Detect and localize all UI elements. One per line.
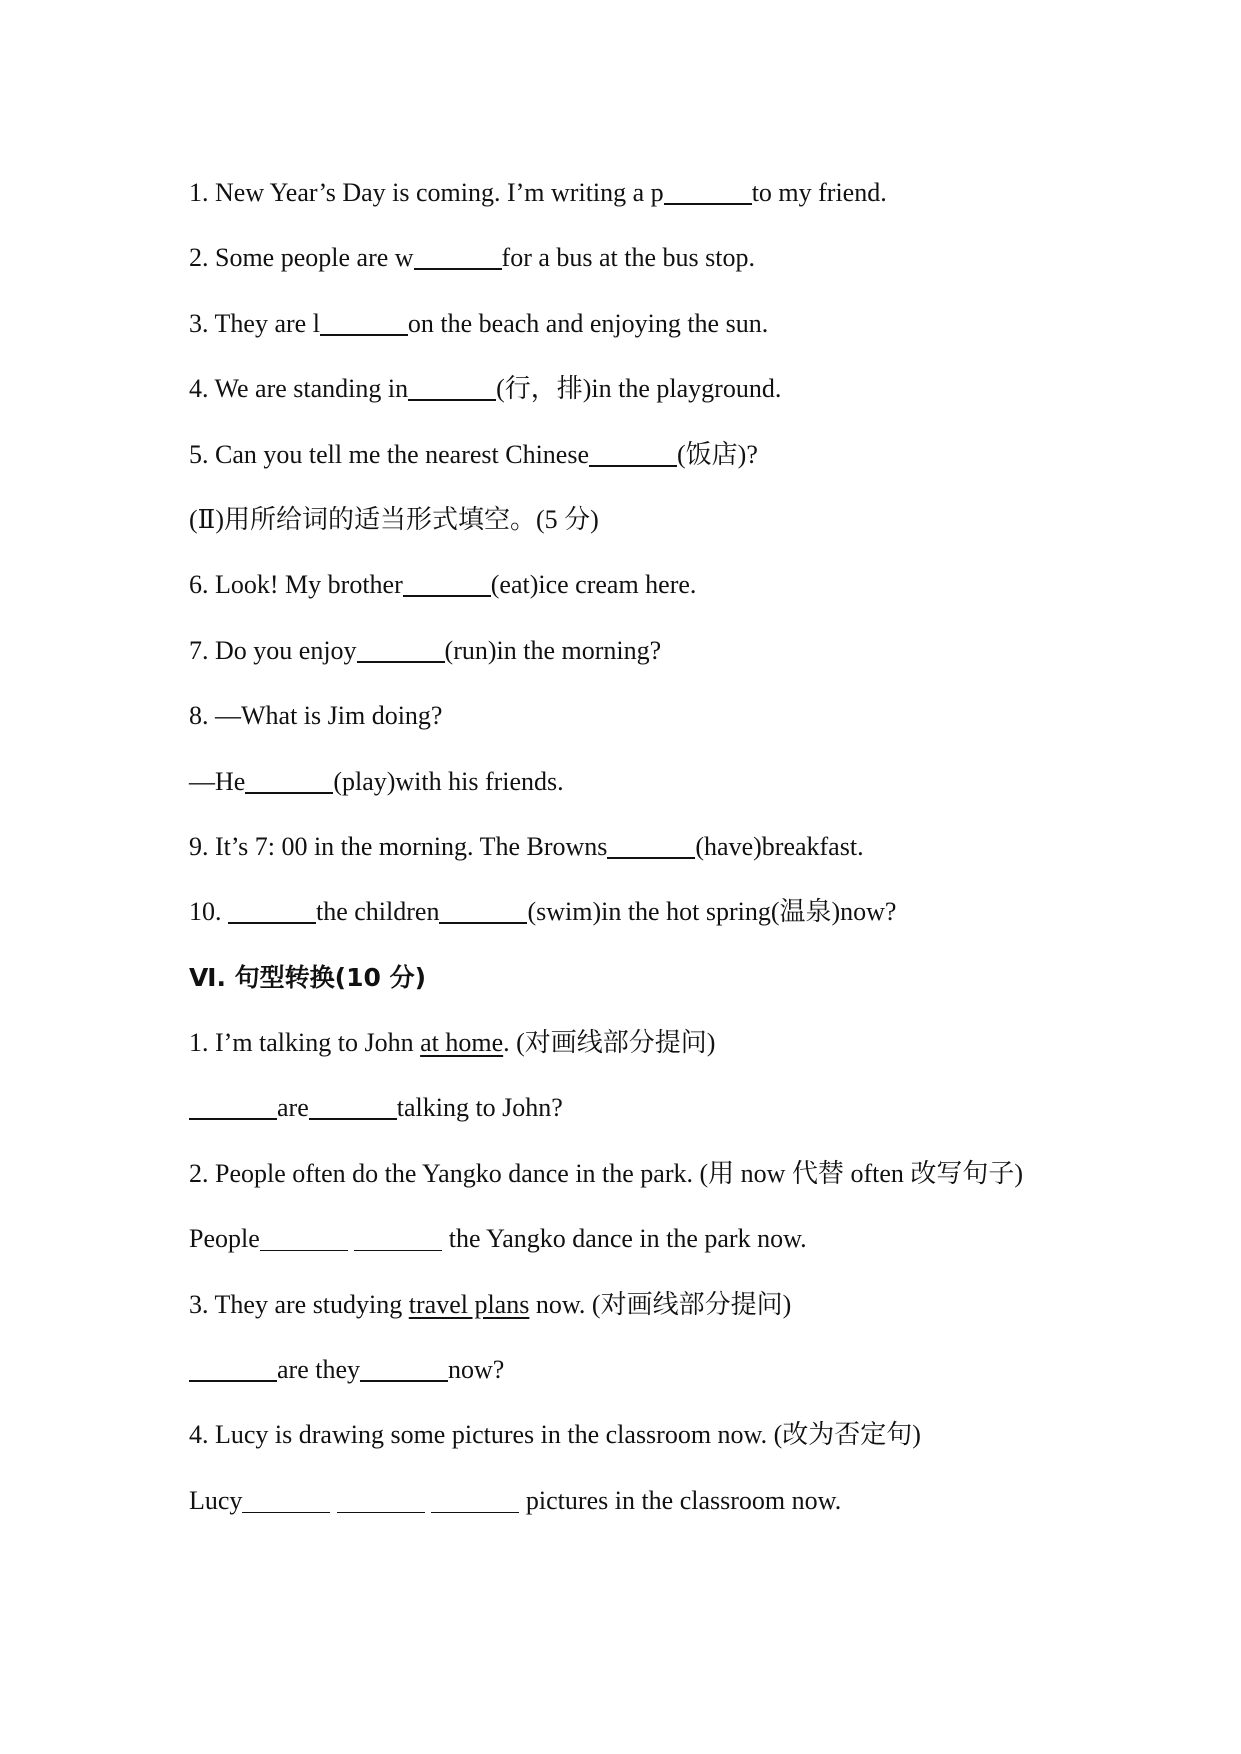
answer-blank: [228, 896, 316, 924]
question-6-text-a: 6. Look! My brother: [189, 570, 403, 600]
section-6-heading: Ⅵ. 句型转换(10 分): [189, 962, 427, 992]
transform-4-answer: [189, 1468, 1069, 1533]
answer-blank: [357, 635, 445, 663]
answer-blank: [260, 1224, 348, 1251]
transform-1-answer-text-a: are: [277, 1093, 309, 1123]
transform-4-answer-text-a: Lucy: [189, 1485, 243, 1515]
question-2-text-a: 2. Some people are w: [189, 243, 414, 273]
question-8-answer: [189, 749, 1069, 814]
transform-1: [189, 1010, 1069, 1075]
answer-blank: [189, 1092, 277, 1120]
answer-blank: [337, 1486, 425, 1513]
answer-blank: [431, 1486, 519, 1513]
question-3-text-a: 3. They are l: [189, 308, 320, 338]
question-10: [189, 879, 1069, 944]
transform-1-answer-text-b: talking to John?: [396, 1093, 563, 1123]
answer-blank: [360, 1354, 448, 1382]
transform-1-text-b: . (对画线部分提问): [503, 1028, 716, 1058]
question-4-text-b: (行，排)in the playground.: [496, 374, 782, 404]
question-9: [189, 814, 1069, 879]
question-1-text-a: 1. New Year’s Day is coming. I’m writing a p: [189, 178, 664, 207]
transform-1-underlined: at home: [420, 1028, 504, 1058]
answer-blank: [408, 373, 496, 401]
transform-1-text-a: 1. I’m talking to John: [189, 1028, 421, 1058]
question-5-text-a: 5. Can you tell me the nearest Chinese: [189, 439, 590, 469]
question-3: [189, 291, 1069, 356]
transform-1-answer: [189, 1075, 1069, 1140]
question-4: [189, 356, 1069, 421]
question-2-text-b: for a bus at the bus stop.: [501, 243, 756, 273]
transform-3-answer-text-b: now?: [448, 1355, 505, 1385]
transform-3-text-b: now. (对画线部分提问): [529, 1289, 792, 1319]
question-1: [189, 160, 1069, 225]
answer-blank: [607, 831, 695, 859]
question-8-text-b: (play)with his friends.: [333, 766, 564, 796]
question-10-text-b: the children: [316, 897, 440, 927]
answer-blank: [403, 569, 491, 597]
answer-blank: [242, 1486, 330, 1513]
question-6: [189, 552, 1069, 617]
transform-3-answer-text-a: are they: [277, 1355, 361, 1385]
transform-4-answer-text-b: pictures in the classroom now.: [519, 1485, 842, 1515]
question-8-prompt: 8. —What is Jim doing?: [189, 701, 443, 731]
transform-3-answer: [189, 1337, 1069, 1402]
question-9-text-b: (have)breakfast.: [695, 831, 864, 861]
transform-2: 2. People often do the Yangko dance in the park. (用 now 代替 often 改写句子): [189, 1158, 1024, 1188]
section-2-heading: (Ⅱ)用所给词的适当形式填空。(5 分): [189, 504, 599, 534]
transform-2-answer-text-a: People: [189, 1224, 260, 1254]
transform-3-underlined: travel plans: [408, 1289, 530, 1319]
answer-blank: [414, 242, 502, 270]
question-3-text-b: on the beach and enjoying the sun.: [407, 308, 769, 338]
answer-blank: [439, 896, 527, 924]
question-7-text-b: (run)in the morning?: [444, 635, 662, 665]
question-1-text-b: to my friend.: [751, 178, 887, 207]
question-4-text-a: 4. We are standing in: [189, 374, 409, 404]
transform-3-text-a: 3. They are studying: [189, 1289, 409, 1319]
answer-blank: [664, 177, 752, 205]
question-5-text-b: (饭店)?: [677, 439, 758, 469]
answer-blank: [320, 308, 408, 336]
answer-blank: [309, 1092, 397, 1120]
question-6-text-b: (eat)ice cream here.: [490, 570, 697, 600]
question-5: [189, 422, 1069, 487]
question-9-text-a: 9. It’s 7: 00 in the morning. The Browns: [189, 831, 608, 861]
transform-2-answer-text-b: the Yangko dance in the park now.: [442, 1224, 807, 1254]
transform-4: 4. Lucy is drawing some pictures in the classroom now. (改为否定句): [189, 1420, 921, 1450]
worksheet-content: [189, 160, 1069, 1533]
answer-blank: [245, 766, 333, 794]
transform-3: [189, 1272, 1069, 1337]
answer-blank: [189, 1354, 277, 1382]
transform-2-answer: [189, 1206, 1069, 1271]
question-7-text-a: 7. Do you enjoy: [189, 635, 357, 665]
question-8-text-a: —He: [189, 766, 246, 796]
question-10-text-a: 10.: [189, 897, 228, 927]
question-2: [189, 225, 1069, 290]
question-7: [189, 618, 1069, 683]
answer-blank: [589, 439, 677, 467]
question-10-text-c: (swim)in the hot spring(温泉)now?: [527, 897, 897, 927]
answer-blank: [354, 1224, 442, 1251]
